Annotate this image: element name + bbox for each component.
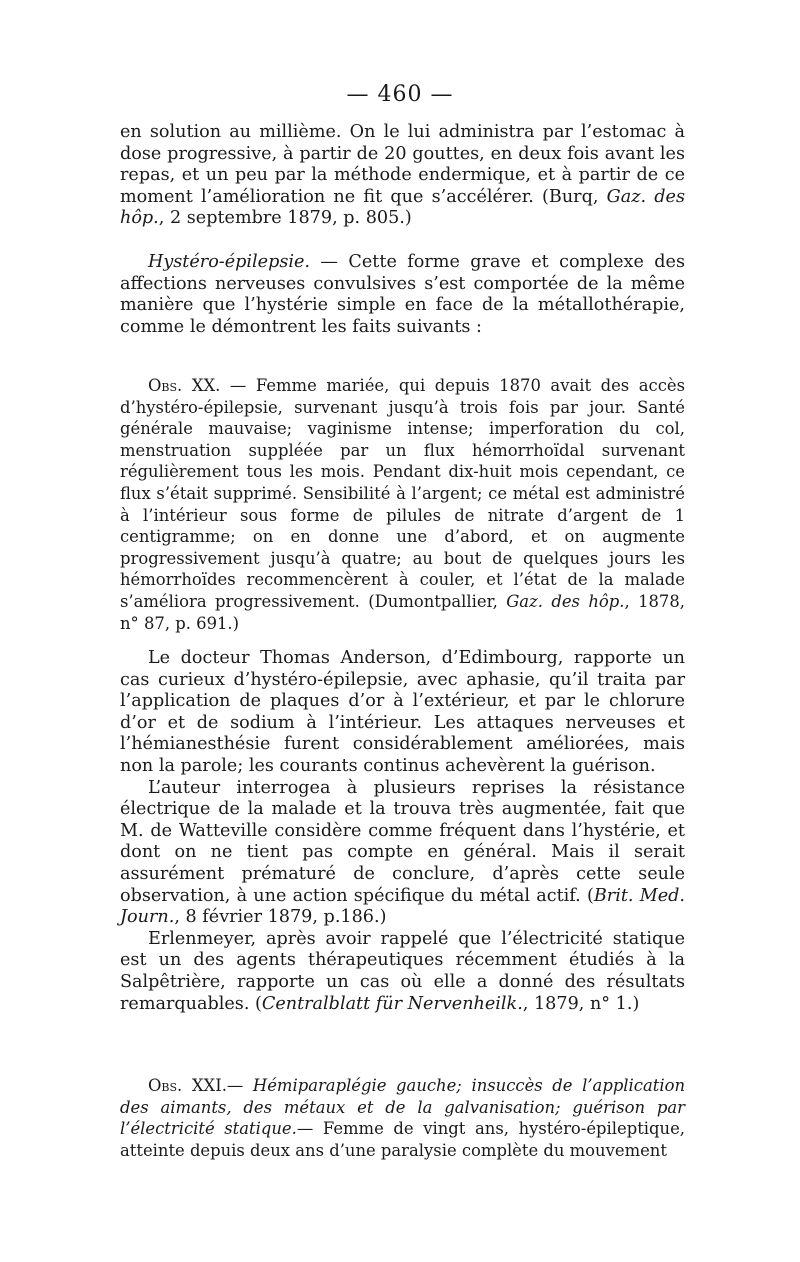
observation-xxi bbox=[120, 1075, 685, 1161]
text-segment: Gaz. des hôp. bbox=[120, 186, 685, 229]
paragraph-7 bbox=[120, 1075, 685, 1161]
text-segment: Obs. XXI. bbox=[148, 1076, 227, 1095]
text-segment: Le docteur Thomas Anderson, d’Edimbourg, rapporte un cas curieux d’hystéro-épilepsie, avec aphasie, qu’il traita par l’application de plaques d’or à l’extérieur, et par le chlorure d’or et de sodium à l’intérieur. Les attaques nerveuses et l’hémianesthésie furent considérablement améliorées, mais non la parole; les courants continus achevèrent la guérison. bbox=[120, 648, 685, 776]
text-segment: Gaz. des hôp. bbox=[506, 591, 625, 611]
text-segment: , 1879, n° 1.) bbox=[522, 993, 640, 1014]
observation-xx bbox=[120, 375, 685, 634]
text-segment: Erlenmeyer, après avoir rappelé que l’électricité statique est un des agents thérapeutiques récemment étudiés à la Salpêtrière, rapporte un cas où elle a donné des résultats remarquables. ( bbox=[120, 928, 685, 1014]
text-segment: — bbox=[226, 1076, 253, 1095]
text-segment: en solution au millième. On le lui administra par l’estomac à dose progressive, à partir de 20 gouttes, en deux fois avant les repas, et un peu par la méthode endermique, et à partir de ce moment l’amélioration ne fit que s’accélérer. (Burq, bbox=[120, 122, 685, 207]
main-text-block bbox=[120, 122, 685, 230]
text-segment: Hémiparaplégie gauche; insuccès de l’application des aimants, des métaux et de la galvanisation; guérison par l’électricité statique. bbox=[120, 1076, 686, 1139]
paragraph-6 bbox=[120, 929, 685, 1015]
text-segment: , 2 septembre 1879, p. 805.) bbox=[158, 208, 412, 229]
text-segment: L’auteur interrogea à plusieurs reprises la résistance électrique de la malade et la trouva très augmentée, fait que M. de Watteville considère comme fréquent dans l’hystérie, et dont on ne tient pas compte en général. Mais il serait assurément prématuré de conclure, d’après cette seule observation, à une action spécifique du métal actif. ( bbox=[120, 777, 685, 906]
text-segment: , 8 février 1879, p.186.) bbox=[174, 907, 387, 928]
paragraph-4 bbox=[120, 648, 685, 778]
paragraph-1 bbox=[120, 122, 685, 230]
text-segment: , 1878, n° 87, p. 691.) bbox=[120, 591, 685, 633]
paragraph-5 bbox=[120, 778, 685, 929]
paragraph-3 bbox=[120, 375, 685, 634]
text-segment: Obs. XX. bbox=[148, 376, 221, 395]
paragraph-2 bbox=[120, 252, 685, 338]
text-segment: Brit. Med. Journ. bbox=[120, 885, 685, 928]
text-segment: — Femme de vingt ans, hystéro-épileptique, atteinte depuis deux ans d’une paralysie complète du mouvement bbox=[120, 1119, 685, 1160]
hystero-epilepsie-section bbox=[120, 252, 685, 338]
anderson-case bbox=[120, 648, 685, 1015]
page-number: — 460 — bbox=[346, 82, 454, 107]
text-segment: Hystéro-épilepsie. bbox=[148, 252, 311, 272]
text-segment: — Femme mariée, qui depuis 1870 avait des accès d’hystéro-épilepsie, survenant jusqu’à trois fois par jour. Santé générale mauvaise; vaginisme intense; imperforation du col, menstruation suppléée par un flux hémorrhoïdal survenant régulièrement tous les mois. Pendant dix-huit mois cependant, ce flux s’était supprimé. Sensibilité à l’argent; ce métal est administré à l’intérieur sous forme de pilules de nitrate d’argent de 1 centigramme; on en donne une d’abord, et on augmente progressivement jusqu’à quatre; au bout de quelques jours les hémorrhoïdes recommencèrent à couler, et l’état de la malade s’améliora progressivement. (Dumontpallier, bbox=[120, 376, 685, 611]
text-segment: Centralblatt für Nervenheilk. bbox=[261, 993, 523, 1014]
text-segment: — Cette forme grave et complexe des affections nerveuses convulsives s’est comportée de la même manière que l’hystérie simple en face de la métallothérapie, comme le démontrent les faits suivants : bbox=[120, 252, 685, 337]
